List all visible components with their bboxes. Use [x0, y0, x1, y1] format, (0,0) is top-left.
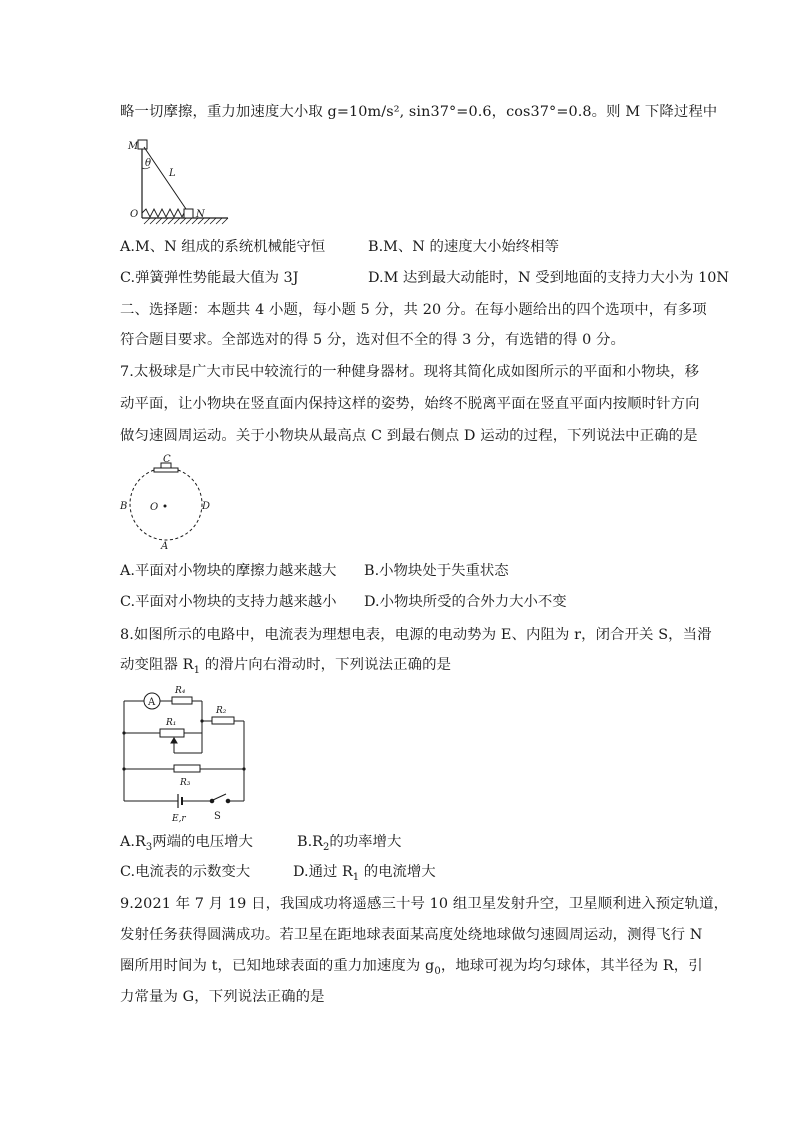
q6-option-d: D.M 达到最大动能时，N 受到地面的支持力大小为 10N [368, 270, 729, 286]
label-c: C [163, 454, 171, 465]
ammeter-label: A [148, 697, 156, 708]
label-e-r: E,r [172, 814, 186, 824]
q8-option-b-post: 的功率增大 [329, 834, 402, 850]
label-o-center: O [150, 502, 159, 513]
q8-option-b [297, 832, 401, 858]
q7-option-c: C.平面对小物块的支持力越来越小 [120, 594, 337, 610]
q8-option-b-pre: B.R [297, 834, 323, 850]
section2-line1: 二、选择题：本题共 4 小题，每小题 5 分，共 20 分。在每小题给出的四个选项中，有多项 [120, 302, 707, 318]
q7-option-a: A.平面对小物块的摩擦力越来越大 [120, 563, 337, 579]
q7-line2: 动平面，让小物块在竖直面内保持这样的姿势，始终不脱离平面在竖直平面内按顺时针方向 [120, 396, 700, 412]
q6-option-b: B.M、N 的速度大小始终相等 [368, 239, 559, 255]
q9-line3-pre: 圈所用时间为 t，已知地球表面的重力加速度为 g [120, 958, 435, 974]
q8-option-a-post: 两端的电压增大 [152, 834, 253, 850]
q6-stem-line: 略一切摩擦，重力加速度大小取 g=10m/s², sin37°=0.6，cos37°=0.8。则 M 下降过程中 [120, 104, 718, 120]
q6-option-c: C.弹簧弹性势能最大值为 3J [120, 270, 299, 286]
q8-option-c: C.电流表的示数变大 [120, 864, 251, 880]
q8-option-d-pre: D.通过 R [293, 864, 353, 880]
q6-option-a: A.M、N 组成的系统机械能守恒 [120, 239, 326, 255]
q7-figure-circle [116, 454, 212, 550]
q7-line1: 7.太极球是广大市民中较流行的一种健身器材。现将其简化成如图所示的平面和小物块，移 [120, 364, 700, 380]
label-a: A [161, 541, 169, 550]
q8-option-d [293, 862, 436, 888]
q7-option-b: B.小物块处于失重状态 [364, 563, 509, 579]
q8-line2 [120, 655, 451, 681]
label-r4: R₄ [175, 686, 186, 696]
q9-line2: 发射任务获得圆满成功。若卫星在距地球表面某高度处绕地球做匀速圆周运动，测得飞行 N [120, 927, 703, 943]
q9-line3-sub: 0 [434, 965, 441, 977]
q6-figure-incline-spring [118, 132, 234, 228]
q8-line2-post: 的滑片向右滑动时，下列说法正确的是 [200, 657, 452, 673]
q9-line3-post: ，地球可视为均匀球体，其半径为 R，引 [440, 958, 703, 974]
label-o: O [130, 209, 139, 220]
q8-option-b-sub: 2 [323, 841, 330, 853]
label-n: N [196, 209, 205, 220]
q9-line1: 9.2021 年 7 月 19 日，我国成功将遥感三十号 10 组卫星发射升空，卫星顺利进入预定轨道， [120, 896, 729, 912]
label-s: S [214, 811, 221, 822]
q8-line1: 8.如图所示的电路中，电流表为理想电表，电源的电动势为 E、内阻为 r，闭合开关 S，当滑 [120, 627, 712, 643]
label-r2: R₂ [216, 706, 227, 716]
label-r1: R₁ [166, 718, 177, 728]
label-m: M [128, 141, 139, 152]
label-d: D [202, 501, 211, 512]
q8-option-a-pre: A.R [120, 834, 146, 850]
q8-line2-sub: 1 [193, 664, 201, 676]
q8-line2-pre: 动变阻器 R [120, 657, 194, 673]
label-b: B [120, 501, 128, 512]
section2-line2: 符合题目要求。全部选对的得 5 分，选对但不全的得 3 分，有选错的得 0 分。 [120, 332, 626, 348]
q8-option-d-sub: 1 [352, 871, 360, 883]
label-r3: R₃ [180, 778, 191, 788]
q7-option-d: D.小物块所受的合外力大小不变 [364, 594, 567, 610]
q7-line3: 做匀速圆周运动。关于小物块从最高点 C 到最右侧点 D 运动的过程，下列说法中正确的是 [120, 428, 698, 444]
q8-option-a [120, 832, 253, 858]
q8-option-d-post: 的电流增大 [359, 864, 436, 880]
q8-option-a-sub: 3 [145, 841, 153, 853]
q9-line4: 力常量为 G，下列说法正确的是 [120, 989, 325, 1005]
label-theta: θ [145, 158, 152, 169]
q9-line3 [120, 956, 703, 982]
label-l: L [169, 168, 176, 179]
q8-figure-circuit [118, 683, 250, 825]
